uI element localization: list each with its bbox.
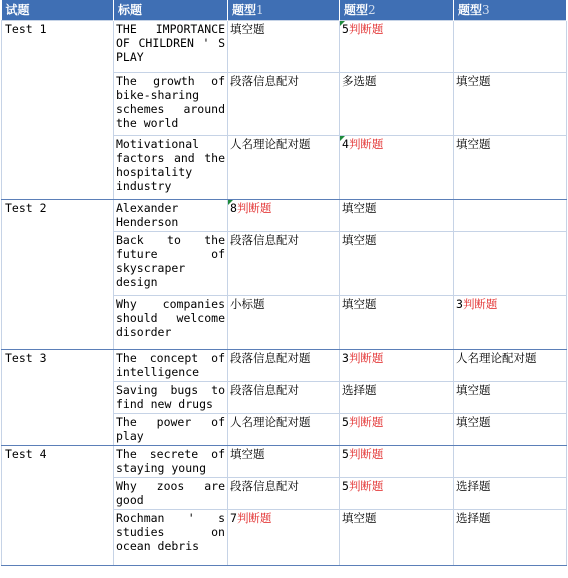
type-cell: 填空题 (228, 21, 340, 73)
type-cell: 段落信息配对 (228, 232, 340, 296)
type-cell: 5判断题 (340, 21, 454, 73)
type-cell: 填空题 (340, 200, 454, 232)
type-cell (454, 232, 567, 296)
type-cell: 填空题 (340, 232, 454, 296)
type-cell: 选择题 (454, 478, 567, 510)
type-cell: 人名理论配对题 (454, 350, 567, 382)
header-type-3: 题型3 (454, 0, 567, 21)
type-cell: 选择题 (340, 382, 454, 414)
table-row (2, 200, 567, 232)
passage-title: Saving bugs to find new drugs (114, 382, 228, 414)
type-cell (454, 446, 567, 478)
type-cell: 3判断题 (340, 350, 454, 382)
header-type-1: 题型1 (228, 0, 340, 21)
header-title: 标题 (114, 0, 228, 21)
type-cell: 7判断题 (228, 510, 340, 566)
passage-title: Motivational factors and the hospitality industry (114, 136, 228, 200)
table-row (2, 350, 567, 382)
passage-title: The growth of bike-sharing schemes around the world (114, 73, 228, 136)
type-cell: 填空题 (340, 510, 454, 566)
header-type-2: 题型2 (340, 0, 454, 21)
test-label: Test 1 (2, 21, 114, 200)
type-cell (454, 200, 567, 232)
type-cell: 人名理论配对题 (228, 414, 340, 446)
passage-title: Alexander Henderson (114, 200, 228, 232)
passage-title: Rochman ' s studies on ocean debris (114, 510, 228, 566)
type-cell: 5判断题 (340, 414, 454, 446)
passage-title: Back to the future of skyscraper design (114, 232, 228, 296)
type-cell: 多选题 (340, 73, 454, 136)
table-row (2, 21, 567, 73)
type-cell: 3判断题 (454, 296, 567, 350)
type-cell: 段落信息配对 (228, 478, 340, 510)
test-label: Test 4 (2, 446, 114, 566)
exam-table (1, 0, 567, 566)
type-cell: 段落信息配对 (228, 73, 340, 136)
type-cell: 填空题 (340, 296, 454, 350)
type-cell: 5判断题 (340, 478, 454, 510)
type-cell: 填空题 (454, 382, 567, 414)
passage-title: Why zoos are good (114, 478, 228, 510)
type-cell: 人名理论配对题 (228, 136, 340, 200)
type-cell: 段落信息配对 (228, 382, 340, 414)
test-label: Test 2 (2, 200, 114, 350)
header-test: 试题 (2, 0, 114, 21)
type-cell (454, 21, 567, 73)
passage-title: The power of play (114, 414, 228, 446)
type-cell: 4判断题 (340, 136, 454, 200)
type-cell: 填空题 (454, 136, 567, 200)
type-cell: 小标题 (228, 296, 340, 350)
type-cell: 段落信息配对题 (228, 350, 340, 382)
passage-title: Why companies should welcome disorder (114, 296, 228, 350)
type-cell: 填空题 (228, 446, 340, 478)
passage-title: The concept of intelligence (114, 350, 228, 382)
passage-title: THE IMPORTANCE OF CHILDREN ' S PLAY (114, 21, 228, 73)
header-row (2, 0, 567, 21)
type-cell: 选择题 (454, 510, 567, 566)
type-cell: 8判断题 (228, 200, 340, 232)
test-label: Test 3 (2, 350, 114, 446)
passage-title: The secrete of staying young (114, 446, 228, 478)
type-cell: 填空题 (454, 73, 567, 136)
table-row (2, 446, 567, 478)
type-cell: 5判断题 (340, 446, 454, 478)
type-cell: 填空题 (454, 414, 567, 446)
